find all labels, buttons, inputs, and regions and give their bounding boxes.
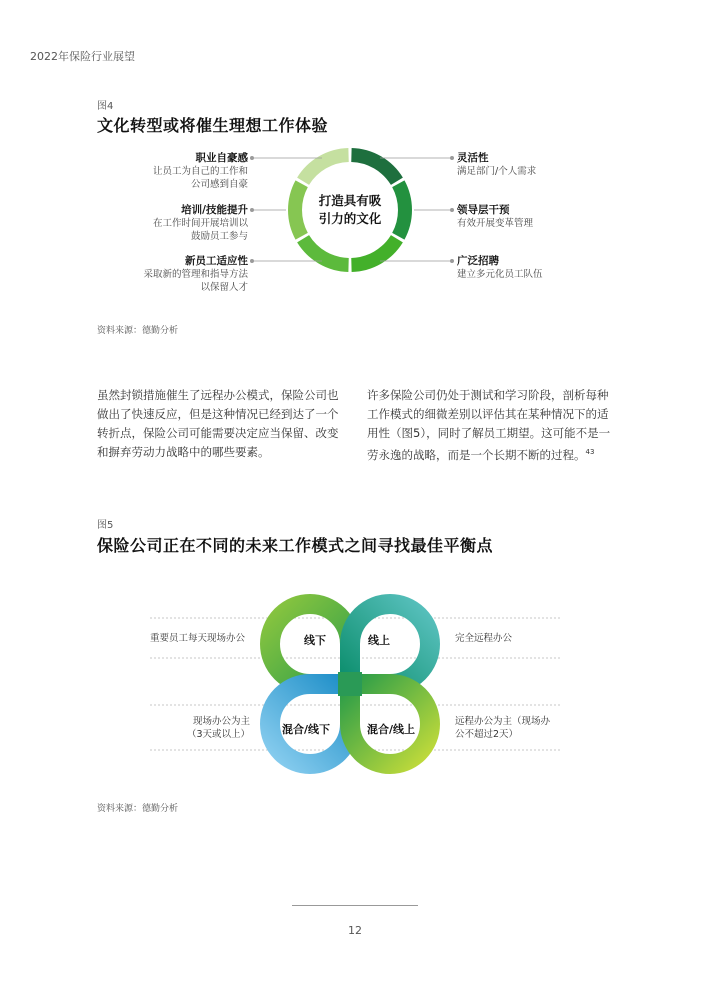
right-item-3-title: 广泛招聘 [457,255,499,267]
right-item-3-desc: 建立多元化员工队伍 [457,269,543,280]
running-header: 2022年保险行业展望 [30,50,135,63]
body-paragraph-right-text: 许多保险公司仍处于测试和学习阶段，剖析每种工作模式的细微差别以评估其在某种情况下的适用性（图5），同时了解员工期望。这可能不是一劳永逸的战略，而是一个长期不断的过程。 [367,388,611,462]
side-label-fully-remote: 完全远程办公 [455,633,513,644]
side-label-onsite-daily: 重要员工每天现场办公 [150,633,246,644]
petal-label-hybrid-offline: 混合/线下 [282,723,331,736]
left-item-3-desc: 采取新的管理和指导方法 以保留人才 [143,269,248,293]
page-number: 12 [348,924,362,937]
left-item-1-desc: 让员工为自己的工作和 公司感到自豪 [152,166,248,190]
footnote-marker: 43 [585,448,595,456]
petal-label-online: 线上 [368,634,390,647]
right-item-2-title: 领导层干预 [457,204,510,216]
footer-rule [292,905,418,906]
left-item-2-title: 培训/技能提升 [181,204,248,216]
clover-center [338,672,362,696]
right-item-1-desc: 满足部门/个人需求 [457,166,537,177]
side-label-onsite-mainly: 现场办公为主 （3天或以上） [186,716,250,740]
ring-center-text: 打造具有吸 引力的文化 [318,193,382,226]
petal-label-hybrid-online: 混合/线上 [367,723,416,736]
work-model-clover [250,584,450,784]
body-paragraph-left: 虽然封锁措施催生了远程办公模式，保险公司也做出了快速反应，但是这种情况已经到达了一个转折点，保险公司可能需要决定应当保留、改变和摒弃劳动力战略中的哪些要素。 [97,388,339,459]
figure-4-title: 文化转型或将催生理想工作体验 [97,116,329,135]
figure-4-source: 资料来源：德勤分析 [97,326,179,336]
left-item-3-title: 新员工适应性 [185,255,248,267]
side-label-remote-mainly: 远程办公为主（现场办 公不超过2天） [455,716,551,740]
right-item-2-desc: 有效开展变革管理 [457,218,534,229]
figure-5-source: 资料来源：德勤分析 [97,804,179,814]
petal-label-offline: 线下 [304,634,326,647]
left-item-2-desc: 在工作时间开展培训以 鼓励员工参与 [152,218,248,242]
figure-5-label: 图5 [97,520,114,531]
left-item-1-title: 职业自豪感 [195,152,248,164]
figure-5-title: 保险公司正在不同的未来工作模式之间寻找最佳平衡点 [97,536,494,555]
figure-4-label: 图4 [97,101,114,112]
right-item-1-title: 灵活性 [457,152,489,164]
